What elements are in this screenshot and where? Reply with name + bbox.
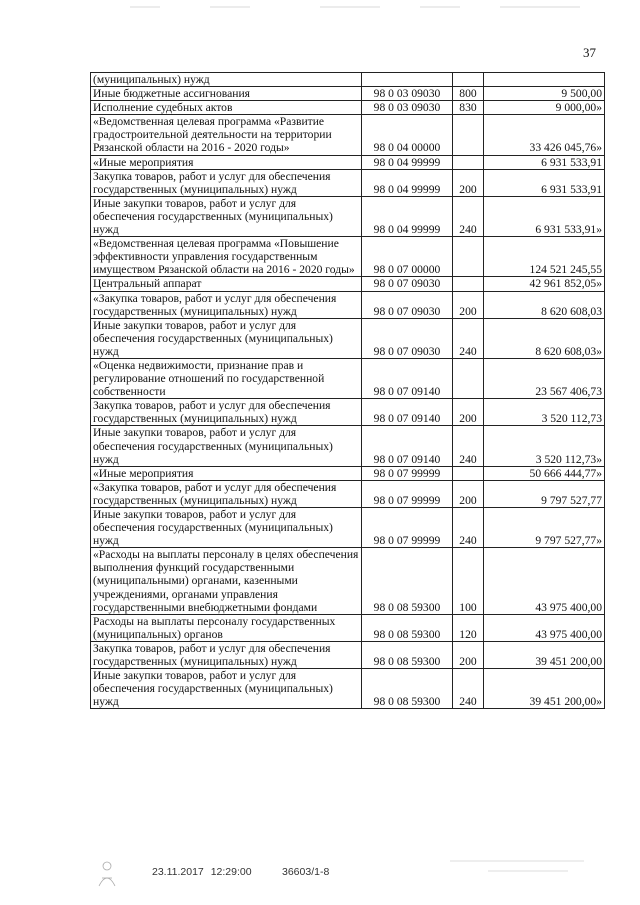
expense-type-cell: 240 <box>453 318 484 358</box>
expense-name-cell: Центральный аппарат <box>91 277 362 291</box>
amount-cell: 43 975 400,00 <box>484 614 605 641</box>
watermark <box>448 855 588 879</box>
target-code-cell: 98 0 07 09030 <box>362 277 453 291</box>
expense-type-cell: 240 <box>453 669 484 709</box>
amount-cell: 6 931 533,91» <box>484 196 605 236</box>
target-code-cell: 98 0 08 59300 <box>362 548 453 614</box>
expense-name-cell: Иные закупки товаров, работ и услуг для обеспечения государственных (муниципальных) нужд <box>91 669 362 709</box>
target-code-cell: 98 0 08 59300 <box>362 669 453 709</box>
expense-name-cell: Закупка товаров, работ и услуг для обеспечения государственных (муниципальных) нужд <box>91 169 362 196</box>
amount-cell: 9 797 527,77» <box>484 508 605 548</box>
expense-type-cell: 200 <box>453 169 484 196</box>
expense-type-cell: 100 <box>453 548 484 614</box>
expense-type-cell <box>453 277 484 291</box>
table-row <box>91 87 605 101</box>
target-code-cell: 98 0 07 09140 <box>362 358 453 398</box>
table-row <box>91 641 605 668</box>
expense-type-cell: 830 <box>453 101 484 115</box>
expense-type-cell <box>453 155 484 169</box>
amount-cell: 8 620 608,03 <box>484 291 605 318</box>
expense-name-cell: Расходы на выплаты персоналу государственных (муниципальных) органов <box>91 614 362 641</box>
target-code-cell: 98 0 07 09140 <box>362 399 453 426</box>
target-code-cell: 98 0 04 99999 <box>362 169 453 196</box>
target-code-cell: 98 0 07 09030 <box>362 291 453 318</box>
expense-type-cell: 240 <box>453 426 484 466</box>
expense-type-cell <box>453 115 484 155</box>
expense-name-cell: Закупка товаров, работ и услуг для обеспечения государственных (муниципальных) нужд <box>91 641 362 668</box>
expense-type-cell: 800 <box>453 87 484 101</box>
table-row <box>91 426 605 466</box>
table-row <box>91 466 605 480</box>
amount-cell: 9 000,00» <box>484 101 605 115</box>
table-row <box>91 480 605 507</box>
target-code-cell: 98 0 03 09030 <box>362 101 453 115</box>
target-code-cell <box>362 73 453 87</box>
expense-name-cell: «Иные мероприятия <box>91 155 362 169</box>
stamp-mark <box>94 858 120 888</box>
amount-cell: 50 666 444,77» <box>484 466 605 480</box>
target-code-cell: 98 0 03 09030 <box>362 87 453 101</box>
target-code-cell: 98 0 08 59300 <box>362 641 453 668</box>
table-row <box>91 508 605 548</box>
expense-type-cell: 200 <box>453 399 484 426</box>
table-body <box>91 73 605 709</box>
expense-type-cell <box>453 237 484 277</box>
table-row <box>91 155 605 169</box>
table-row <box>91 291 605 318</box>
expense-name-cell: Иные закупки товаров, работ и услуг для обеспечения государственных (муниципальных) нужд <box>91 426 362 466</box>
table-row <box>91 399 605 426</box>
expense-name-cell: Иные закупки товаров, работ и услуг для обеспечения государственных (муниципальных) нужд <box>91 196 362 236</box>
amount-cell <box>484 73 605 87</box>
amount-cell: 124 521 245,55 <box>484 237 605 277</box>
expense-type-cell: 200 <box>453 480 484 507</box>
footer-datetime: 23.11.2017 12:29:00 <box>152 866 252 878</box>
amount-cell: 39 451 200,00» <box>484 669 605 709</box>
expense-type-cell: 240 <box>453 508 484 548</box>
table-row <box>91 115 605 155</box>
table-row <box>91 101 605 115</box>
target-code-cell: 98 0 07 00000 <box>362 237 453 277</box>
expense-type-cell <box>453 358 484 398</box>
table-row <box>91 277 605 291</box>
table-row <box>91 169 605 196</box>
expense-name-cell: «Иные мероприятия <box>91 466 362 480</box>
expense-type-cell: 200 <box>453 291 484 318</box>
amount-cell: 3 520 112,73» <box>484 426 605 466</box>
expense-name-cell: «Ведомственная целевая программа «Повышение эффективности управления государственным имуществом Рязанской области на 2016 - 2020 годы» <box>91 237 362 277</box>
table-row <box>91 318 605 358</box>
amount-cell: 6 931 533,91 <box>484 155 605 169</box>
expense-type-cell <box>453 466 484 480</box>
page-number: 37 <box>583 45 596 60</box>
amount-cell: 39 451 200,00 <box>484 641 605 668</box>
amount-cell: 9 500,00 <box>484 87 605 101</box>
expense-name-cell: Иные закупки товаров, работ и услуг для обеспечения государственных (муниципальных) нужд <box>91 318 362 358</box>
budget-table <box>90 72 605 709</box>
target-code-cell: 98 0 04 99999 <box>362 155 453 169</box>
amount-cell: 3 520 112,73 <box>484 399 605 426</box>
expense-name-cell: Исполнение судебных актов <box>91 101 362 115</box>
table-row <box>91 73 605 87</box>
expense-type-cell <box>453 73 484 87</box>
expense-type-cell: 240 <box>453 196 484 236</box>
table-row <box>91 614 605 641</box>
table-row <box>91 669 605 709</box>
amount-cell: 6 931 533,91 <box>484 169 605 196</box>
footer-doc-code: 36603/1-8 <box>282 866 330 878</box>
target-code-cell: 98 0 07 99999 <box>362 480 453 507</box>
target-code-cell: 98 0 07 09030 <box>362 318 453 358</box>
target-code-cell: 98 0 07 99999 <box>362 508 453 548</box>
expense-name-cell: «Оценка недвижимости, признание прав и регулирование отношений по государственной собственности <box>91 358 362 398</box>
expense-name-cell: «Закупка товаров, работ и услуг для обеспечения государственных (муниципальных) нужд <box>91 480 362 507</box>
expense-name-cell: «Ведомственная целевая программа «Развитие градостроительной деятельности на территории Рязанской области на 2016 - 2020 годы» <box>91 115 362 155</box>
expense-name-cell: (муниципальных) нужд <box>91 73 362 87</box>
amount-cell: 8 620 608,03» <box>484 318 605 358</box>
amount-cell: 9 797 527,77 <box>484 480 605 507</box>
expense-name-cell: Закупка товаров, работ и услуг для обеспечения государственных (муниципальных) нужд <box>91 399 362 426</box>
scan-noise <box>120 4 590 10</box>
amount-cell: 42 961 852,05» <box>484 277 605 291</box>
amount-cell: 33 426 045,76» <box>484 115 605 155</box>
expense-type-cell: 200 <box>453 641 484 668</box>
expense-name-cell: «Расходы на выплаты персоналу в целях обеспечения выполнения функций государственными (муниципальными) органами, казенными учреждениями, органами управления государственными внебюджетными фондами <box>91 548 362 614</box>
table-row <box>91 237 605 277</box>
target-code-cell: 98 0 04 99999 <box>362 196 453 236</box>
expense-name-cell: Иные бюджетные ассигнования <box>91 87 362 101</box>
target-code-cell: 98 0 07 99999 <box>362 466 453 480</box>
target-code-cell: 98 0 08 59300 <box>362 614 453 641</box>
target-code-cell: 98 0 07 09140 <box>362 426 453 466</box>
expense-name-cell: Иные закупки товаров, работ и услуг для обеспечения государственных (муниципальных) нужд <box>91 508 362 548</box>
amount-cell: 23 567 406,73 <box>484 358 605 398</box>
table-row <box>91 196 605 236</box>
table-row <box>91 358 605 398</box>
amount-cell: 43 975 400,00 <box>484 548 605 614</box>
target-code-cell: 98 0 04 00000 <box>362 115 453 155</box>
expense-type-cell: 120 <box>453 614 484 641</box>
table-row <box>91 548 605 614</box>
expense-name-cell: «Закупка товаров, работ и услуг для обеспечения государственных (муниципальных) нужд <box>91 291 362 318</box>
